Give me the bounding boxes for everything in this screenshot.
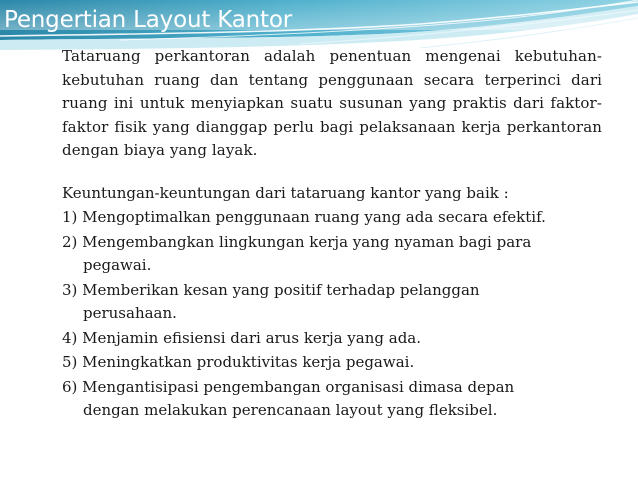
- list-item: [62, 231, 622, 278]
- item-text-continued: dengan melakukan perencanaan layout yang fleksibel.: [83, 401, 498, 419]
- list-item: [62, 327, 622, 351]
- list-item: [62, 351, 622, 375]
- item-text: Mengembangkan lingkungan kerja yang nyaman bagi para: [77, 232, 532, 251]
- item-number: 2): [62, 232, 78, 251]
- list-item: [62, 206, 622, 230]
- item-text-continued: perusahaan.: [83, 304, 177, 322]
- item-number: 1): [62, 208, 78, 226]
- item-text: Memberikan kesan yang positif terhadap pelanggan: [77, 280, 480, 299]
- list-item: [62, 279, 622, 326]
- item-number: 3): [62, 280, 78, 299]
- item-number: 5): [62, 353, 78, 371]
- item-number: 6): [62, 377, 78, 396]
- item-text: Mengantisipasi pengembangan organisasi dimasa depan: [77, 377, 515, 396]
- item-text-continued: pegawai.: [83, 256, 152, 274]
- slide-title: Pengertian Layout Kantor: [4, 7, 292, 33]
- definition-paragraph: Tataruang perkantoran adalah penentuan mengenai kebutuhan-kebutuhan ruang dan tentang penggunaan secara terperinci dari ruang ini untuk menyiapkan suatu susunan yang praktis dari faktor-faktor fisik yang dianggap perlu bagi pelaksanaan kerja perkantoran dengan biaya yang layak.: [62, 47, 602, 159]
- item-number: 4): [62, 328, 78, 347]
- item-text: Mengoptimalkan penggunaan ruang yang ada secara efektif.: [77, 208, 546, 226]
- benefits-list: [62, 206, 622, 424]
- item-text: Meningkatkan produktivitas kerja pegawai.: [77, 353, 415, 371]
- item-text: Menjamin efisiensi dari arus kerja yang ada.: [77, 328, 422, 347]
- list-item: [62, 376, 622, 423]
- benefits-intro: Keuntungan-keuntungan dari tataruang kantor yang baik :: [62, 184, 509, 202]
